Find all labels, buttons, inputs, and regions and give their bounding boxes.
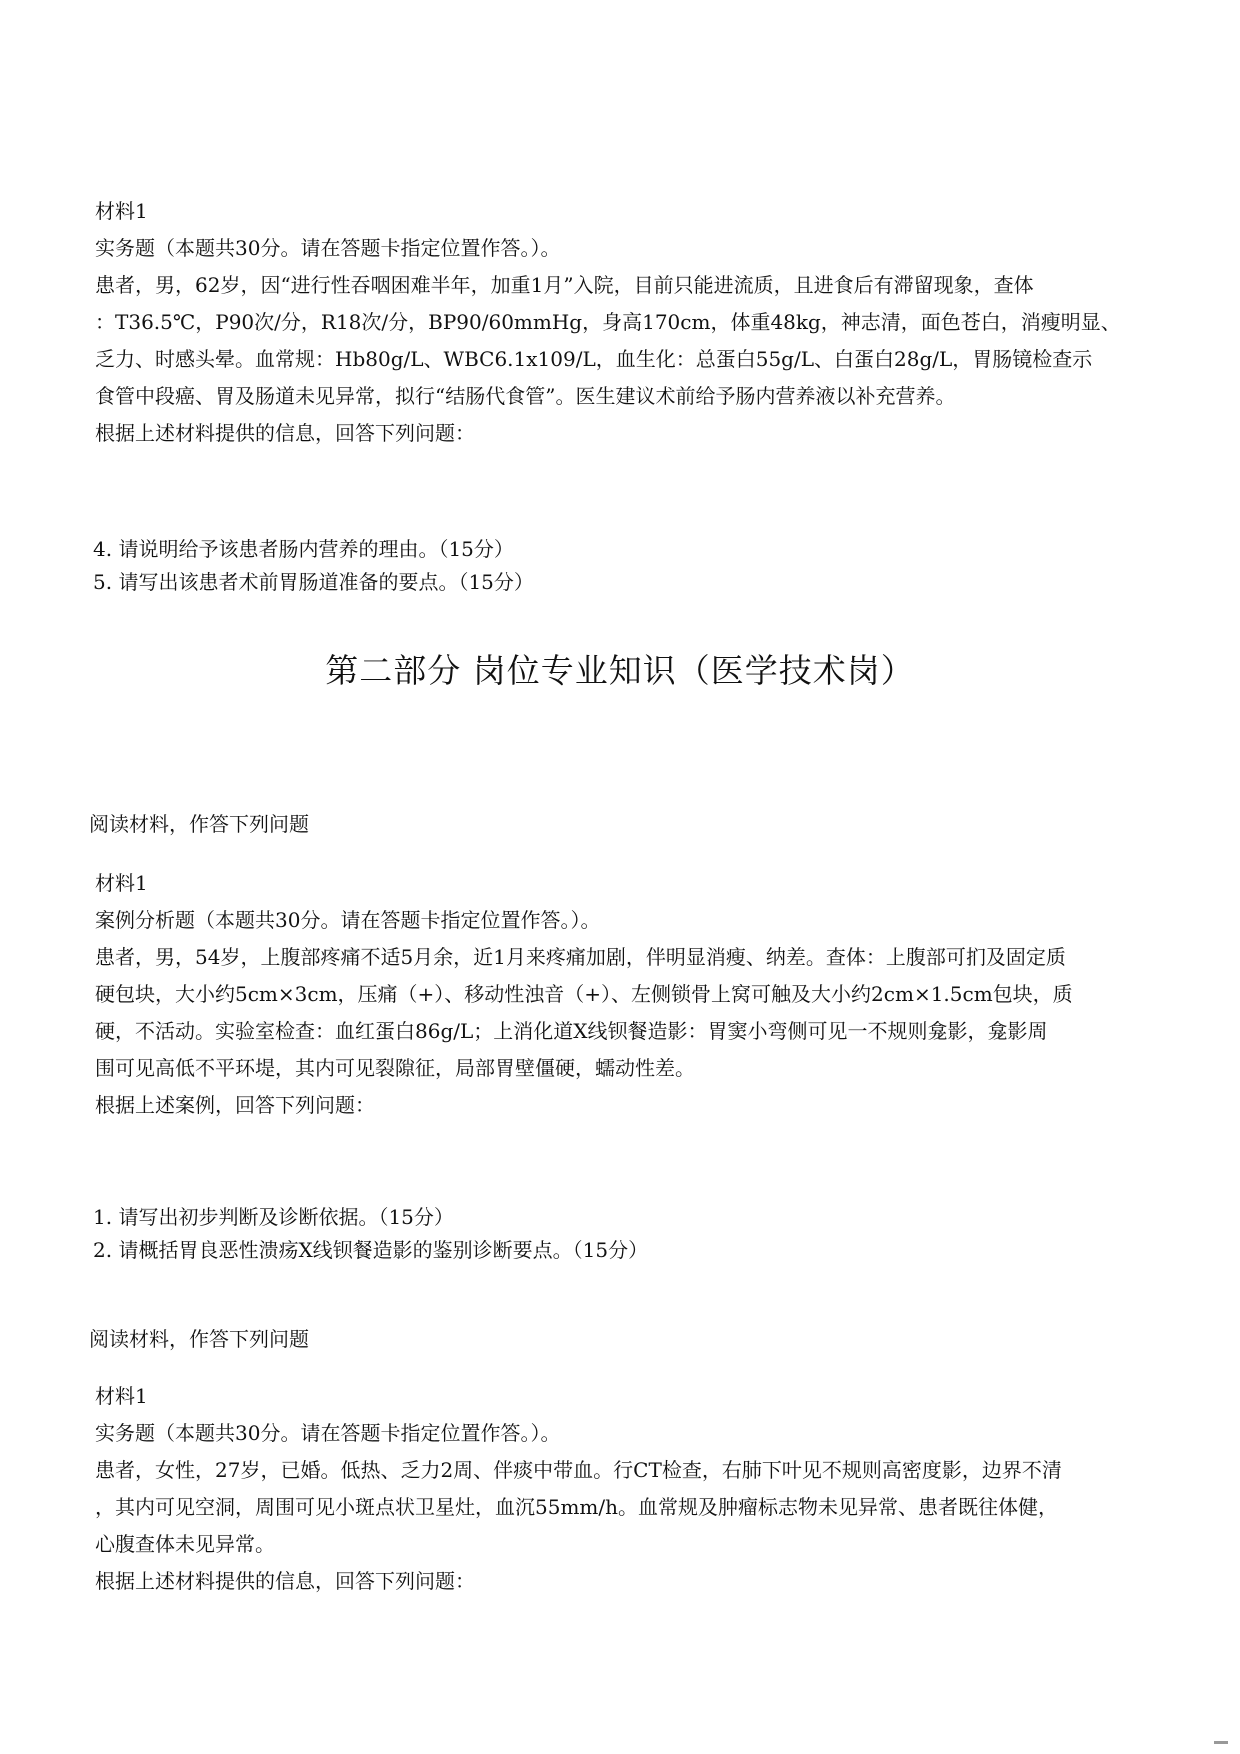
text-line: 实务题（本题共30分。请在答题卡指定位置作答。）。 bbox=[95, 1421, 561, 1445]
material-label: 材料1 bbox=[95, 199, 148, 223]
question-5: 5. 请写出该患者术前胃肠道准备的要点。（15分） bbox=[93, 570, 534, 594]
section2-material bbox=[95, 865, 1145, 1124]
text-line: 心腹查体未见异常。 bbox=[95, 1532, 275, 1556]
section3-material bbox=[95, 1378, 1145, 1600]
section1-material bbox=[95, 193, 1145, 452]
text-line: 乏力、时感头晕。血常规：Hb80g/L、WBC6.1x109/L，血生化：总蛋白55g/L、白蛋白28g/L，胃肠镜检查示 bbox=[95, 347, 1093, 371]
text-line: 患者，男，54岁，上腹部疼痛不适5月余，近1月来疼痛加剧，伴明显消瘦、纳差。查体：上腹部可扪及固定质 bbox=[95, 945, 1066, 969]
section3-intro: 阅读材料，作答下列问题 bbox=[89, 1327, 309, 1351]
material-label: 材料1 bbox=[95, 871, 148, 895]
text-line: ，其内可见空洞，周围可见小斑点状卫星灶，血沉55mm/h。血常规及肿瘤标志物未见异常、患者既往体健， bbox=[95, 1495, 1058, 1519]
question-1: 1. 请写出初步判断及诊断依据。（15分） bbox=[93, 1205, 454, 1229]
text-line: 根据上述案例，回答下列问题： bbox=[95, 1093, 375, 1117]
text-line: 食管中段癌、胃及肠道未见异常，拟行“结肠代食管”。医生建议术前给予肠内营养液以补充营养。 bbox=[95, 384, 956, 408]
text-line: 围可见高低不平环堤，其内可见裂隙征，局部胃壁僵硬，蠕动性差。 bbox=[95, 1056, 695, 1080]
question-4: 4. 请说明给予该患者肠内营养的理由。（15分） bbox=[93, 537, 514, 561]
text-line: 硬包块，大小约5cm×3cm，压痛（+）、移动性浊音（+）、左侧锁骨上窝可触及大小约2cm×1.5cm包块，质 bbox=[95, 982, 1073, 1006]
section2-intro: 阅读材料，作答下列问题 bbox=[89, 812, 309, 836]
text-line: 根据上述材料提供的信息，回答下列问题： bbox=[95, 1569, 475, 1593]
text-line: 患者，男，62岁，因“进行性吞咽困难半年，加重1月”入院，目前只能进流质，且进食后有滞留现象，查体 bbox=[95, 273, 1034, 297]
text-line: 根据上述材料提供的信息，回答下列问题： bbox=[95, 421, 475, 445]
question-2: 2. 请概括胃良恶性溃疡X线钡餐造影的鉴别诊断要点。（15分） bbox=[93, 1238, 649, 1262]
text-line: 患者，女性，27岁，已婚。低热、乏力2周、伴痰中带血。行CT检查，右肺下叶见不规则高密度影，边界不清 bbox=[95, 1458, 1062, 1482]
part-heading: 第二部分 岗位专业知识（医学技术岗） bbox=[325, 651, 915, 690]
text-line: 硬，不活动。实验室检查：血红蛋白86g/L；上消化道X线钡餐造影：胃窦小弯侧可见一不规则龛影，龛影周 bbox=[95, 1019, 1048, 1043]
text-line: 实务题（本题共30分。请在答题卡指定位置作答。）。 bbox=[95, 236, 561, 260]
corner-mark bbox=[1214, 1741, 1228, 1744]
text-line: ：T36.5℃，P90次/分，R18次/分，BP90/60mmHg，身高170cm，体重48kg，神志清，面色苍白，消瘦明显、 bbox=[95, 310, 1121, 334]
text-line: 案例分析题（本题共30分。请在答题卡指定位置作答。）。 bbox=[95, 908, 601, 932]
material-label: 材料1 bbox=[95, 1384, 148, 1408]
